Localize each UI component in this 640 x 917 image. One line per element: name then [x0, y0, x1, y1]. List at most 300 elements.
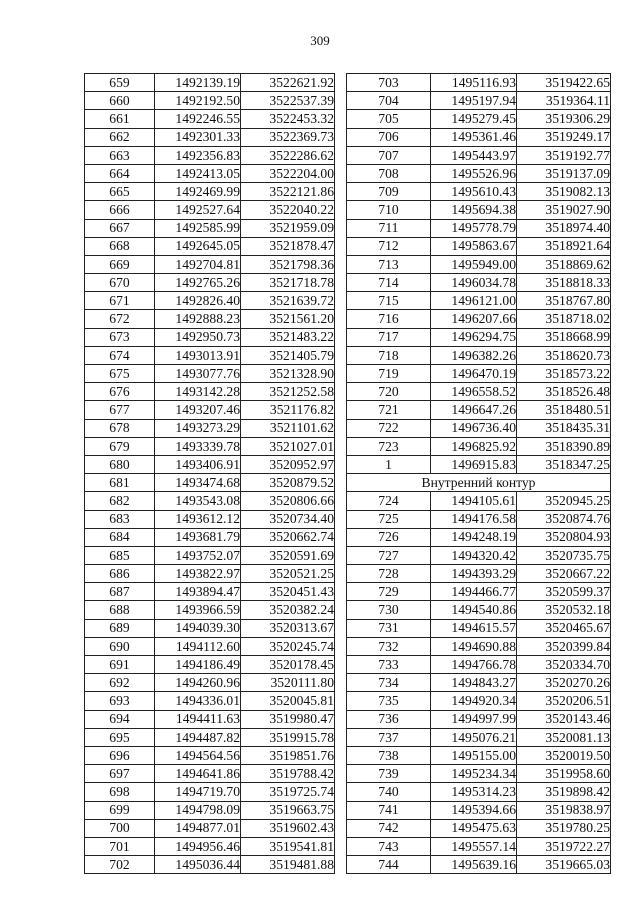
table-row [85, 856, 335, 874]
point-number: 729 [347, 583, 431, 601]
coord-y: 3518526.48 [517, 383, 611, 401]
coord-y: 3519722.27 [517, 837, 611, 855]
coord-x: 1493339.78 [155, 437, 241, 455]
coord-x: 1493077.76 [155, 365, 241, 383]
point-number: 698 [85, 783, 155, 801]
point-number: 734 [347, 674, 431, 692]
point-number: 681 [85, 474, 155, 492]
point-number: 679 [85, 437, 155, 455]
table-row [85, 601, 335, 619]
point-number: 743 [347, 837, 431, 855]
table-row [347, 492, 611, 510]
coord-y: 3520313.67 [241, 619, 335, 637]
table-row [347, 656, 611, 674]
table-row [85, 328, 335, 346]
coord-y: 3519137.09 [517, 164, 611, 182]
coord-x: 1494248.19 [431, 528, 517, 546]
coord-x: 1492765.26 [155, 274, 241, 292]
coord-y: 3521252.58 [241, 383, 335, 401]
point-number: 689 [85, 619, 155, 637]
point-number: 705 [347, 110, 431, 128]
coord-y: 3520465.67 [517, 619, 611, 637]
point-number: 733 [347, 656, 431, 674]
point-number: 736 [347, 710, 431, 728]
coord-y: 3518718.02 [517, 310, 611, 328]
coord-x: 1495361.46 [431, 128, 517, 146]
coord-y: 3520382.24 [241, 601, 335, 619]
coord-x: 1494336.01 [155, 692, 241, 710]
point-number: 739 [347, 765, 431, 783]
coord-y: 3520111.80 [241, 674, 335, 692]
point-number: 713 [347, 255, 431, 273]
coord-y: 3520879.52 [241, 474, 335, 492]
point-number: 683 [85, 510, 155, 528]
point-number: 696 [85, 746, 155, 764]
point-number: 687 [85, 583, 155, 601]
table-row [85, 565, 335, 583]
point-number: 728 [347, 565, 431, 583]
coord-x: 1495155.00 [431, 746, 517, 764]
point-number: 1 [347, 455, 431, 473]
coord-y: 3521718.78 [241, 274, 335, 292]
table-row [347, 728, 611, 746]
coord-x: 1494564.56 [155, 746, 241, 764]
coord-y: 3520734.40 [241, 510, 335, 528]
coord-x: 1494039.30 [155, 619, 241, 637]
table-row [85, 419, 335, 437]
table-row [85, 692, 335, 710]
table-row [347, 565, 611, 583]
coord-y: 3520591.69 [241, 546, 335, 564]
point-number: 724 [347, 492, 431, 510]
point-number: 694 [85, 710, 155, 728]
table-row [347, 164, 611, 182]
point-number: 711 [347, 219, 431, 237]
table-row [85, 546, 335, 564]
point-number: 727 [347, 546, 431, 564]
coord-x: 1493474.68 [155, 474, 241, 492]
point-number: 695 [85, 728, 155, 746]
table-row [85, 219, 335, 237]
page-number: 309 [310, 33, 330, 48]
coord-x: 1493207.46 [155, 401, 241, 419]
coord-y: 3519838.97 [517, 801, 611, 819]
coord-y: 3518480.51 [517, 401, 611, 419]
point-number: 673 [85, 328, 155, 346]
table-row [347, 455, 611, 473]
table-row [347, 437, 611, 455]
coord-y: 3522204.00 [241, 164, 335, 182]
coord-y: 3519422.65 [517, 74, 611, 92]
table-row [347, 110, 611, 128]
coord-x: 1492301.33 [155, 128, 241, 146]
table-row [85, 583, 335, 601]
table-row [85, 110, 335, 128]
coord-y: 3521176.82 [241, 401, 335, 419]
coord-x: 1493406.91 [155, 455, 241, 473]
point-number: 684 [85, 528, 155, 546]
coord-x: 1492950.73 [155, 328, 241, 346]
table-row [347, 401, 611, 419]
table-row [85, 310, 335, 328]
coord-y: 3520045.81 [241, 692, 335, 710]
coord-y: 3522369.73 [241, 128, 335, 146]
coord-y: 3520399.84 [517, 637, 611, 655]
coord-x: 1495443.97 [431, 146, 517, 164]
coord-y: 3519192.77 [517, 146, 611, 164]
point-number: 663 [85, 146, 155, 164]
coord-x: 1494393.29 [431, 565, 517, 583]
point-number: 670 [85, 274, 155, 292]
coord-y: 3520521.25 [241, 565, 335, 583]
table-row [347, 765, 611, 783]
coord-x: 1496121.00 [431, 292, 517, 310]
coord-y: 3520532.18 [517, 601, 611, 619]
coord-x: 1496207.66 [431, 310, 517, 328]
table-row [347, 601, 611, 619]
point-number: 722 [347, 419, 431, 437]
coord-x: 1493142.28 [155, 383, 241, 401]
coord-y: 3520804.93 [517, 528, 611, 546]
coord-x: 1494997.99 [431, 710, 517, 728]
coord-x: 1494719.70 [155, 783, 241, 801]
point-number: 737 [347, 728, 431, 746]
table-row [347, 201, 611, 219]
coord-y: 3520334.70 [517, 656, 611, 674]
table-row [347, 419, 611, 437]
table-row [347, 183, 611, 201]
table-row [85, 837, 335, 855]
coord-x: 1494843.27 [431, 674, 517, 692]
table-row [347, 546, 611, 564]
coord-x: 1494176.58 [431, 510, 517, 528]
coord-y: 3520019.50 [517, 746, 611, 764]
coord-y: 3520667.22 [517, 565, 611, 583]
coord-x: 1496558.52 [431, 383, 517, 401]
coord-x: 1495639.16 [431, 856, 517, 874]
coord-x: 1494411.63 [155, 710, 241, 728]
table-row [347, 274, 611, 292]
table-row [85, 255, 335, 273]
coord-x: 1495036.44 [155, 856, 241, 874]
table-row [85, 765, 335, 783]
coord-y: 3519958.60 [517, 765, 611, 783]
coord-y: 3519663.75 [241, 801, 335, 819]
coord-y: 3520245.74 [241, 637, 335, 655]
table-row [85, 164, 335, 182]
point-number: 702 [85, 856, 155, 874]
coord-x: 1494690.88 [431, 637, 517, 655]
table-row [85, 728, 335, 746]
point-number: 715 [347, 292, 431, 310]
point-number: 726 [347, 528, 431, 546]
coord-x: 1495234.34 [431, 765, 517, 783]
point-number: 682 [85, 492, 155, 510]
coord-y: 3521798.36 [241, 255, 335, 273]
coord-y: 3519725.74 [241, 783, 335, 801]
table-row [85, 346, 335, 364]
coord-x: 1495778.79 [431, 219, 517, 237]
coord-y: 3519780.25 [517, 819, 611, 837]
point-number: 665 [85, 183, 155, 201]
point-number: 730 [347, 601, 431, 619]
table-row [85, 292, 335, 310]
table-row [85, 528, 335, 546]
table-row [347, 365, 611, 383]
coord-y: 3521027.01 [241, 437, 335, 455]
table-row [347, 128, 611, 146]
table-row [85, 819, 335, 837]
table-row [347, 619, 611, 637]
coord-y: 3521483.22 [241, 328, 335, 346]
coord-y: 3519249.17 [517, 128, 611, 146]
table-row [347, 383, 611, 401]
coord-y: 3521639.72 [241, 292, 335, 310]
point-number: 708 [347, 164, 431, 182]
coord-x: 1494798.09 [155, 801, 241, 819]
table-row [347, 819, 611, 837]
table-row [347, 219, 611, 237]
point-number: 686 [85, 565, 155, 583]
point-number: 712 [347, 237, 431, 255]
coord-x: 1492826.40 [155, 292, 241, 310]
section-title: Внутренний контур [347, 474, 611, 492]
table-row [85, 783, 335, 801]
coord-x: 1493822.97 [155, 565, 241, 583]
point-number: 664 [85, 164, 155, 182]
point-number: 706 [347, 128, 431, 146]
point-number: 704 [347, 92, 431, 110]
table-row [85, 656, 335, 674]
point-number: 701 [85, 837, 155, 855]
coord-x: 1492888.23 [155, 310, 241, 328]
point-number: 688 [85, 601, 155, 619]
point-number: 725 [347, 510, 431, 528]
table-row [347, 510, 611, 528]
table-row [347, 237, 611, 255]
point-number: 667 [85, 219, 155, 237]
point-number: 659 [85, 74, 155, 92]
coord-y: 3521101.62 [241, 419, 335, 437]
coord-x: 1494877.01 [155, 819, 241, 837]
coordinates-table-right [346, 73, 611, 874]
point-number: 675 [85, 365, 155, 383]
coord-y: 3520874.76 [517, 510, 611, 528]
coord-x: 1496647.26 [431, 401, 517, 419]
coord-x: 1494466.77 [431, 583, 517, 601]
coord-y: 3519788.42 [241, 765, 335, 783]
coord-y: 3519541.81 [241, 837, 335, 855]
point-number: 660 [85, 92, 155, 110]
table-row [85, 237, 335, 255]
coord-x: 1494112.60 [155, 637, 241, 655]
table-row [85, 128, 335, 146]
coord-x: 1494615.57 [431, 619, 517, 637]
coord-x: 1493752.07 [155, 546, 241, 564]
table-row [85, 183, 335, 201]
point-number: 720 [347, 383, 431, 401]
point-number: 714 [347, 274, 431, 292]
table-row [85, 401, 335, 419]
table-row [85, 801, 335, 819]
coord-y: 3518668.99 [517, 328, 611, 346]
coord-x: 1494260.96 [155, 674, 241, 692]
coord-y: 3521405.79 [241, 346, 335, 364]
coord-x: 1494320.42 [431, 546, 517, 564]
coord-x: 1494186.49 [155, 656, 241, 674]
point-number: 740 [347, 783, 431, 801]
coord-y: 3521878.47 [241, 237, 335, 255]
table-row [347, 746, 611, 764]
coord-y: 3520143.46 [517, 710, 611, 728]
coord-y: 3518620.73 [517, 346, 611, 364]
table-row [85, 455, 335, 473]
coord-y: 3518921.64 [517, 237, 611, 255]
coord-x: 1494641.86 [155, 765, 241, 783]
coord-x: 1496294.75 [431, 328, 517, 346]
coord-x: 1492527.64 [155, 201, 241, 219]
table-row [85, 383, 335, 401]
coord-y: 3520178.45 [241, 656, 335, 674]
coord-x: 1492192.50 [155, 92, 241, 110]
coord-y: 3519898.42 [517, 783, 611, 801]
coord-y: 3520206.51 [517, 692, 611, 710]
coord-x: 1494956.46 [155, 837, 241, 855]
table-row [85, 492, 335, 510]
coord-y: 3519851.76 [241, 746, 335, 764]
coord-y: 3518573.22 [517, 365, 611, 383]
coord-x: 1492645.05 [155, 237, 241, 255]
coord-y: 3519306.29 [517, 110, 611, 128]
table-row [85, 710, 335, 728]
coord-y: 3521959.09 [241, 219, 335, 237]
coord-x: 1492704.81 [155, 255, 241, 273]
coord-x: 1492139.19 [155, 74, 241, 92]
coord-x: 1494487.82 [155, 728, 241, 746]
table-row [85, 201, 335, 219]
point-number: 717 [347, 328, 431, 346]
table-row [85, 474, 335, 492]
coord-y: 3521328.90 [241, 365, 335, 383]
coord-x: 1492356.83 [155, 146, 241, 164]
coord-y: 3522621.92 [241, 74, 335, 92]
point-number: 691 [85, 656, 155, 674]
point-number: 693 [85, 692, 155, 710]
point-number: 666 [85, 201, 155, 219]
coord-y: 3520945.25 [517, 492, 611, 510]
point-number: 742 [347, 819, 431, 837]
point-number: 672 [85, 310, 155, 328]
coord-y: 3522453.32 [241, 110, 335, 128]
coord-y: 3518767.80 [517, 292, 611, 310]
coordinates-table-left [84, 73, 335, 874]
coord-x: 1496736.40 [431, 419, 517, 437]
table-row [347, 328, 611, 346]
coord-x: 1496915.83 [431, 455, 517, 473]
coord-y: 3520599.37 [517, 583, 611, 601]
point-number: 710 [347, 201, 431, 219]
coord-x: 1496470.19 [431, 365, 517, 383]
coord-y: 3522040.22 [241, 201, 335, 219]
coord-y: 3522537.39 [241, 92, 335, 110]
coord-x: 1495610.43 [431, 183, 517, 201]
coord-y: 3518390.89 [517, 437, 611, 455]
table-row [347, 856, 611, 874]
point-number: 662 [85, 128, 155, 146]
coord-x: 1493612.12 [155, 510, 241, 528]
table-row [85, 146, 335, 164]
section-header-row [347, 474, 611, 492]
point-number: 718 [347, 346, 431, 364]
coord-x: 1495394.66 [431, 801, 517, 819]
coord-x: 1495526.96 [431, 164, 517, 182]
table-row [347, 637, 611, 655]
coord-x: 1493681.79 [155, 528, 241, 546]
table-row [347, 346, 611, 364]
coord-y: 3519364.11 [517, 92, 611, 110]
coord-x: 1495314.23 [431, 783, 517, 801]
coord-x: 1494766.78 [431, 656, 517, 674]
coord-x: 1494105.61 [431, 492, 517, 510]
point-number: 677 [85, 401, 155, 419]
table-row [85, 274, 335, 292]
point-number: 735 [347, 692, 431, 710]
coord-y: 3520081.13 [517, 728, 611, 746]
coord-x: 1494540.86 [431, 601, 517, 619]
point-number: 692 [85, 674, 155, 692]
point-number: 738 [347, 746, 431, 764]
table-row [85, 637, 335, 655]
coord-x: 1495475.63 [431, 819, 517, 837]
table-row [85, 365, 335, 383]
coord-y: 3519602.43 [241, 819, 335, 837]
table-row [347, 801, 611, 819]
coord-x: 1495863.67 [431, 237, 517, 255]
table-row [85, 510, 335, 528]
coord-x: 1492469.99 [155, 183, 241, 201]
point-number: 697 [85, 765, 155, 783]
coord-y: 3520270.26 [517, 674, 611, 692]
coord-y: 3520806.66 [241, 492, 335, 510]
coord-x: 1496382.26 [431, 346, 517, 364]
coord-x: 1495116.93 [431, 74, 517, 92]
point-number: 732 [347, 637, 431, 655]
coord-y: 3519665.03 [517, 856, 611, 874]
point-number: 731 [347, 619, 431, 637]
coord-x: 1496825.92 [431, 437, 517, 455]
coord-y: 3522286.62 [241, 146, 335, 164]
table-row [347, 837, 611, 855]
coord-y: 3518347.25 [517, 455, 611, 473]
coord-x: 1495694.38 [431, 201, 517, 219]
table-row [347, 146, 611, 164]
coord-x: 1495197.94 [431, 92, 517, 110]
point-number: 721 [347, 401, 431, 419]
point-number: 676 [85, 383, 155, 401]
coord-y: 3518974.40 [517, 219, 611, 237]
coord-y: 3519915.78 [241, 728, 335, 746]
point-number: 741 [347, 801, 431, 819]
point-number: 685 [85, 546, 155, 564]
coord-y: 3519481.88 [241, 856, 335, 874]
coord-x: 1495557.14 [431, 837, 517, 855]
table-row [347, 310, 611, 328]
coord-y: 3519980.47 [241, 710, 335, 728]
point-number: 669 [85, 255, 155, 273]
coord-y: 3520952.97 [241, 455, 335, 473]
coord-y: 3518435.31 [517, 419, 611, 437]
coord-x: 1493543.08 [155, 492, 241, 510]
